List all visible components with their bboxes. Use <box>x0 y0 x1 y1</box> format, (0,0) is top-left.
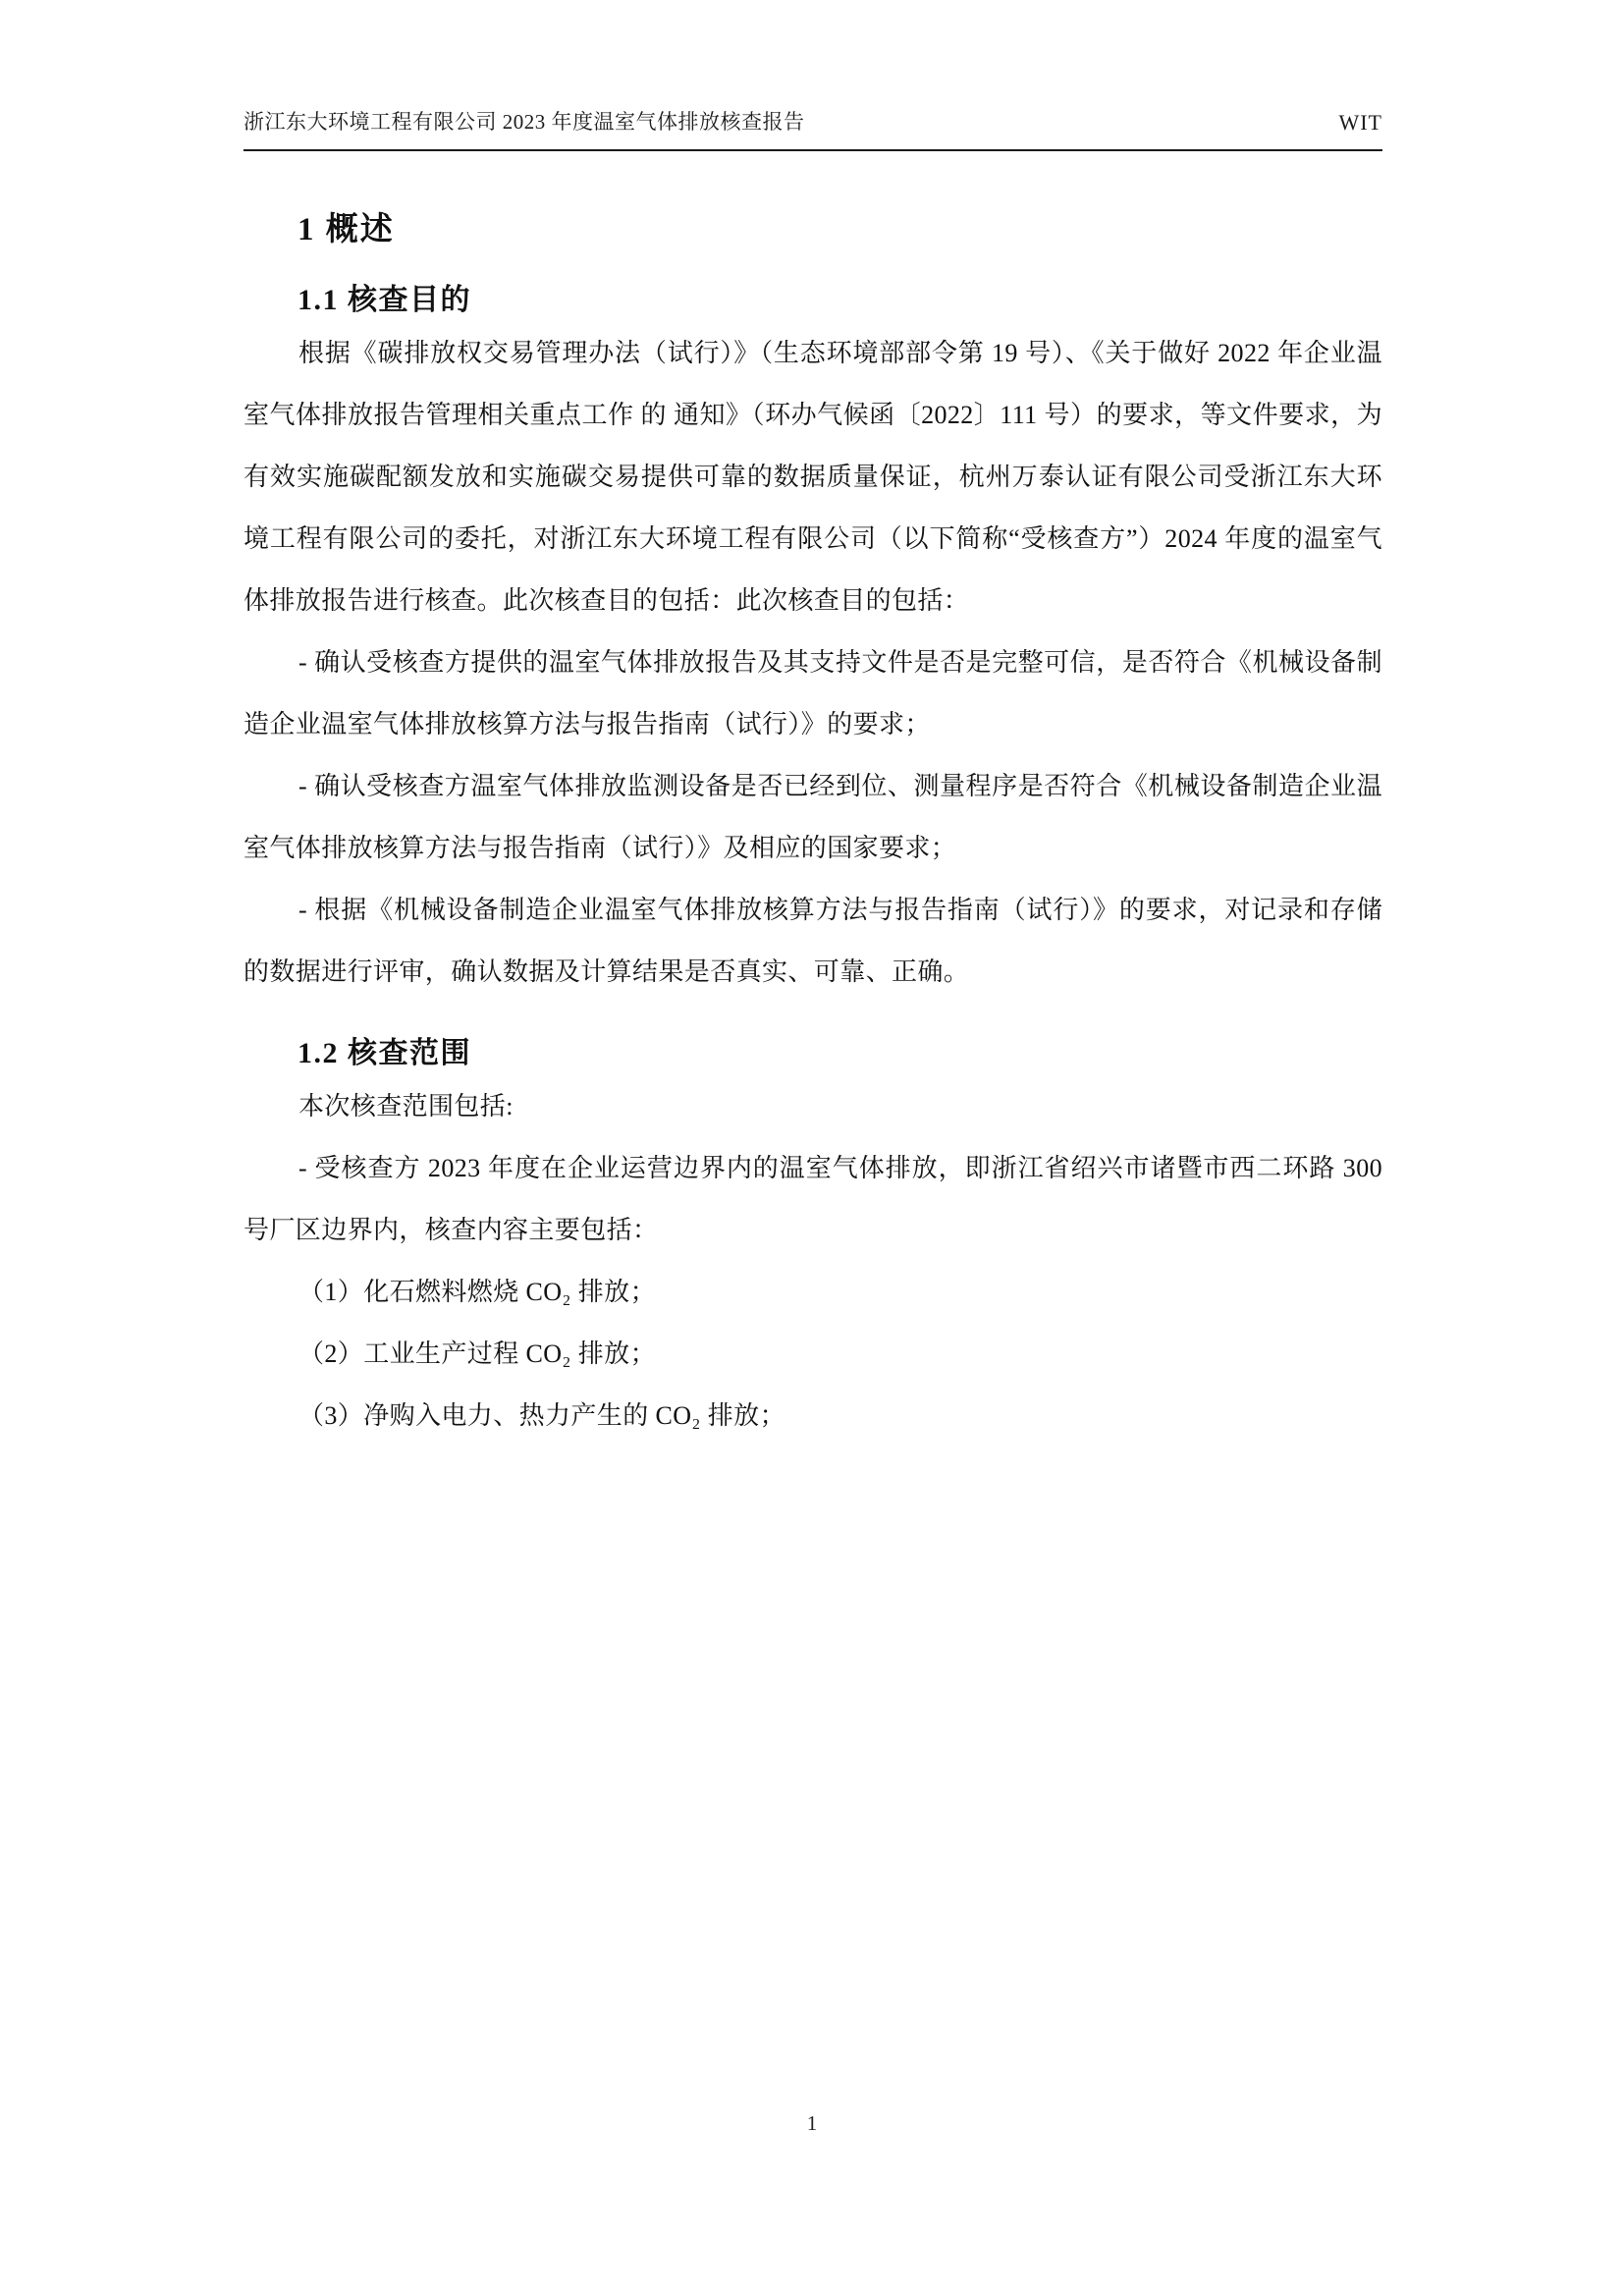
section-heading-1-2: 1.2 核查范围 <box>298 1037 471 1069</box>
paragraph: - 确认受核查方提供的温室气体排放报告及其支持文件是否是完整可信，是否符合《机械设备制造企业温室气体排放核算方法与报告指南（试行）》的要求； <box>244 648 1382 738</box>
section-heading-1-1: 1.1 核查目的 <box>298 284 471 316</box>
paragraph: 本次核查范围包括: <box>298 1092 514 1121</box>
list-item: （3）净购入电力、热力产生的 CO₂ 排放； <box>298 1401 785 1430</box>
paragraph: - 确认受核查方温室气体排放监测设备是否已经到位、测量程序是否符合《机械设备制造企业温室气体排放核算方法与报告指南（试行）》及相应的国家要求； <box>244 772 1382 862</box>
paragraph: 根据《碳排放权交易管理办法（试行）》（生态环境部部令第 19 号）、《关于做好 2022 年企业温室气体排放报告管理相关重点工作 的 通知》（环办气候函〔2022〕111 号）的要求，等文件要求，为有效实施碳配额发放和实施碳交易提供可靠的数据质量保证，杭州万泰认证有限公司受浙江东大环境工程有限公司的委托，对浙江东大环境工程有限公司（以下简称“受核查方”）2024 年度的温室气体排放报告进行核查。此次核查目的包括：此次核查目的包括： <box>244 339 1382 615</box>
page-content <box>244 182 1382 1447</box>
header-title: 浙江东大环境工程有限公司 2023 年度温室气体排放核查报告 <box>244 110 805 134</box>
chapter-heading: 1 概述 <box>298 212 395 247</box>
header-logo-text: WIT <box>1338 110 1382 135</box>
paragraph: - 根据《机械设备制造企业温室气体排放核算方法与报告指南（试行）》的要求，对记录和存储的数据进行评审，确认数据及计算结果是否真实、可靠、正确。 <box>244 896 1382 986</box>
page-number: 1 <box>806 2111 818 2135</box>
list-item: （2）工业生产过程 CO₂ 排放； <box>298 1339 656 1368</box>
paragraph: - 受核查方 2023 年度在企业运营边界内的温室气体排放，即浙江省绍兴市诸暨市西二环路 300 号厂区边界内，核查内容主要包括： <box>244 1154 1382 1244</box>
list-item: （1）化石燃料燃烧 CO₂ 排放； <box>298 1278 656 1306</box>
page-header <box>244 106 1382 151</box>
